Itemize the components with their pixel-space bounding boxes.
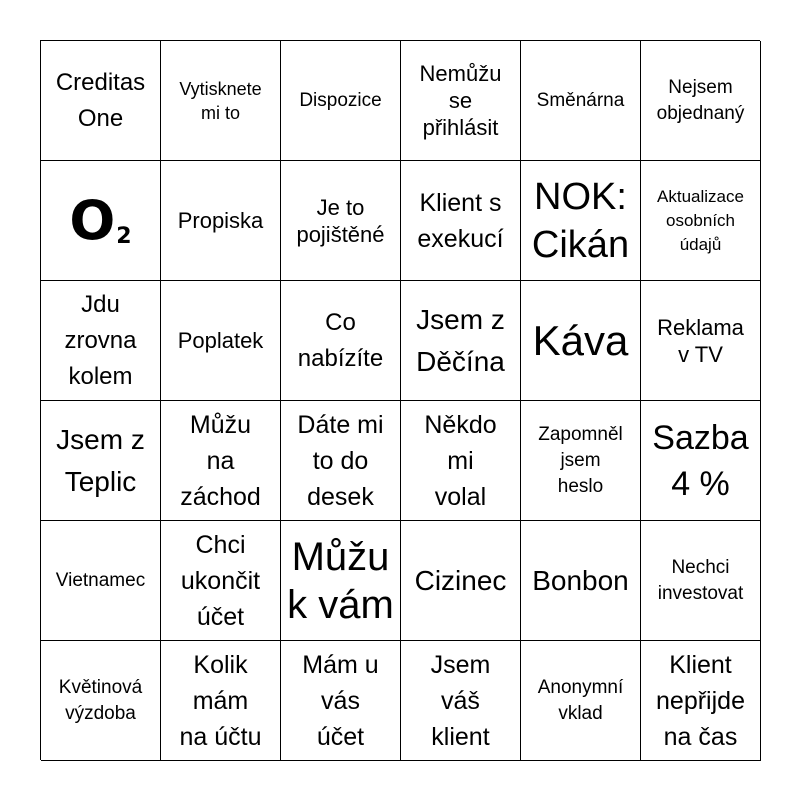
bingo-cell[interactable] — [161, 521, 281, 641]
cell-label: Dáte mi to do desek — [297, 410, 384, 511]
bingo-cell[interactable] — [641, 641, 761, 761]
bingo-cell[interactable] — [521, 161, 641, 281]
cell-label: Dispozice — [299, 89, 382, 111]
cell-label: Je to pojištěné — [296, 194, 385, 247]
cell-label: Někdo mi volal — [424, 410, 497, 511]
cell-label: Chci ukončit účet — [180, 530, 261, 631]
bingo-cell[interactable] — [161, 281, 281, 401]
bingo-cell[interactable] — [521, 281, 641, 401]
cell-label: Anonymní vklad — [537, 676, 624, 724]
cell-label: Sazba 4 % — [652, 418, 749, 503]
bingo-cell[interactable] — [281, 281, 401, 401]
cell-label: Jsem z Děčína — [416, 303, 505, 377]
bingo-cell[interactable] — [281, 41, 401, 161]
cell-label: Kolik mám na účtu — [179, 650, 262, 751]
cell-label: Jsem váš klient — [430, 650, 491, 751]
bingo-cell[interactable] — [41, 521, 161, 641]
bingo-cell[interactable] — [641, 161, 761, 281]
cell-label: Káva — [532, 316, 629, 364]
cell-label: Květinová výzdoba — [58, 676, 143, 724]
cell-label: Klient s exekucí — [417, 188, 504, 253]
cell-label: Můžu na záchod — [180, 410, 261, 511]
bingo-board — [40, 40, 760, 760]
cell-label: Co nabízíte — [297, 308, 384, 372]
bingo-cell[interactable] — [41, 161, 161, 281]
bingo-cell[interactable] — [41, 41, 161, 161]
bingo-cell[interactable] — [161, 161, 281, 281]
bingo-cell[interactable] — [521, 641, 641, 761]
cell-label: Můžu k vám — [287, 534, 394, 627]
cell-label: Nechci investovat — [657, 556, 744, 604]
bingo-cell[interactable] — [401, 41, 521, 161]
cell-label: Směnárna — [536, 89, 625, 111]
cell-label: Creditas One — [55, 68, 146, 132]
cell-label: Zapomněl jsem heslo — [538, 423, 623, 497]
cell-label: Aktualizace osobních údajů — [657, 186, 744, 254]
bingo-cell[interactable] — [281, 161, 401, 281]
bingo-cell[interactable] — [161, 401, 281, 521]
bingo-cell[interactable] — [521, 521, 641, 641]
cell-label: NOK: Cikán — [531, 175, 630, 266]
bingo-cell[interactable] — [281, 401, 401, 521]
cell-label: Jdu zrovna kolem — [64, 290, 137, 390]
bingo-cell[interactable] — [401, 641, 521, 761]
cell-label: Vietnamec — [55, 569, 146, 591]
bingo-cell[interactable] — [41, 641, 161, 761]
cell-label: Bonbon — [532, 564, 629, 596]
bingo-cell[interactable] — [281, 521, 401, 641]
bingo-cell[interactable] — [41, 401, 161, 521]
cell-label: Cizinec — [414, 564, 507, 596]
cell-label: Klient nepřijde na čas — [656, 650, 745, 751]
bingo-cell[interactable] — [401, 161, 521, 281]
cell-label: Mám u vás účet — [302, 650, 379, 751]
o2-logo-icon: $O_2$ — [69, 188, 132, 252]
cell-label: Jsem z Teplic — [56, 423, 145, 497]
bingo-cell[interactable] — [401, 281, 521, 401]
cell-label: Nejsem objednaný — [656, 76, 745, 124]
cell-label: Nemůžu se přihlásit — [419, 61, 502, 140]
bingo-cell[interactable] — [641, 401, 761, 521]
cell-label: Vytisknete mi to — [179, 78, 262, 123]
bingo-cell[interactable] — [641, 521, 761, 641]
cell-label: Propiska — [177, 208, 264, 233]
bingo-cell[interactable] — [641, 281, 761, 401]
bingo-cell[interactable] — [161, 41, 281, 161]
bingo-cell[interactable] — [41, 281, 161, 401]
bingo-cell[interactable] — [401, 521, 521, 641]
bingo-cell[interactable] — [281, 641, 401, 761]
bingo-cell[interactable] — [521, 41, 641, 161]
bingo-cell[interactable] — [521, 401, 641, 521]
bingo-cell[interactable] — [401, 401, 521, 521]
bingo-cell[interactable] — [641, 41, 761, 161]
cell-label: Poplatek — [177, 328, 264, 353]
bingo-cell[interactable] — [161, 641, 281, 761]
cell-label: Reklama v TV — [657, 314, 744, 367]
